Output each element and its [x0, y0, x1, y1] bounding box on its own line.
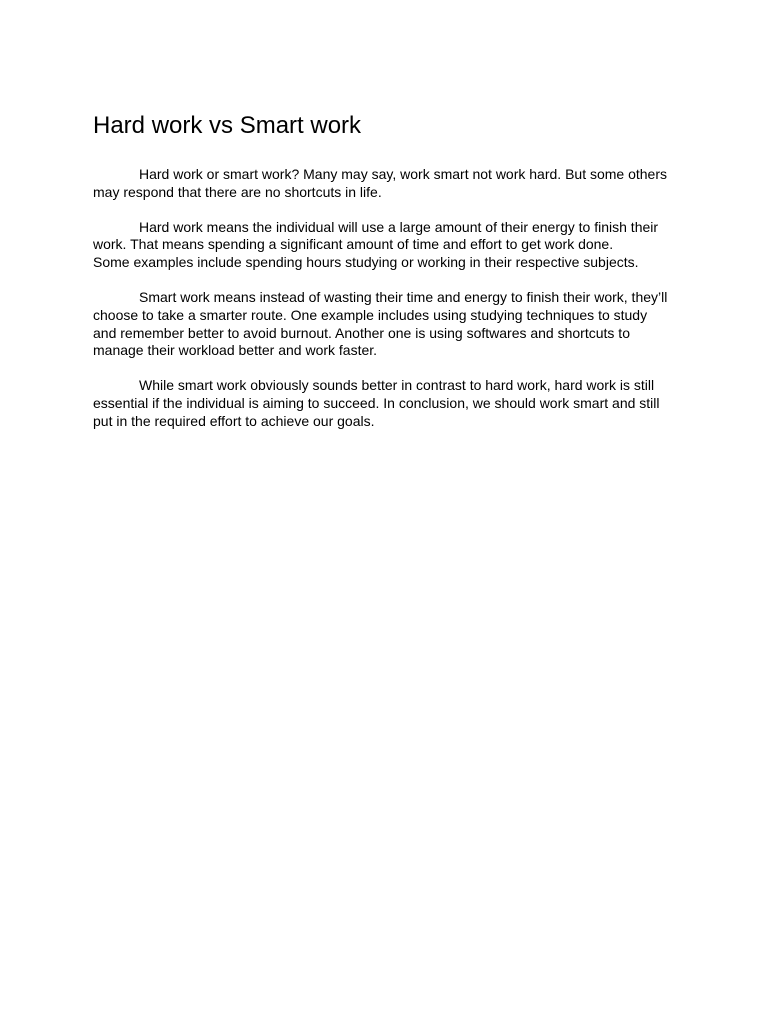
- paragraph-line: and remember better to avoid burnout. Another one is using softwares and shortcuts to: [93, 324, 630, 341]
- paragraph: [93, 166, 683, 202]
- paragraph-line: Some examples include spending hours studying or working in their respective subjects.: [93, 254, 639, 271]
- paragraph: [93, 377, 683, 430]
- paragraph-line: put in the required effort to achieve our goals.: [93, 412, 375, 429]
- paragraph-line: essential if the individual is aiming to succeed. In conclusion, we should work smart and still: [93, 394, 660, 411]
- document-body: [93, 166, 683, 431]
- paragraph-line: choose to take a smarter route. One example includes using studying techniques to study: [93, 306, 648, 323]
- paragraph-line: may respond that there are no shortcuts in life.: [93, 183, 382, 200]
- paragraph-line: While smart work obviously sounds better in contrast to hard work, hard work is still: [139, 377, 655, 394]
- paragraph: [93, 219, 683, 272]
- paragraph-line: manage their workload better and work faster.: [93, 342, 378, 359]
- paragraph-line: work. That means spending a significant amount of time and effort to get work done.: [93, 236, 614, 253]
- document-content: [93, 108, 683, 448]
- paragraph-line: Smart work means instead of wasting their time and energy to finish their work, they’ll: [139, 288, 668, 305]
- paragraph-line: Hard work or smart work? Many may say, work smart not work hard. But some others: [139, 166, 668, 182]
- paragraph-line: Hard work means the individual will use a large amount of their energy to finish their: [139, 218, 659, 235]
- paragraph: [93, 289, 683, 360]
- document-title: Hard work vs Smart work: [93, 112, 362, 139]
